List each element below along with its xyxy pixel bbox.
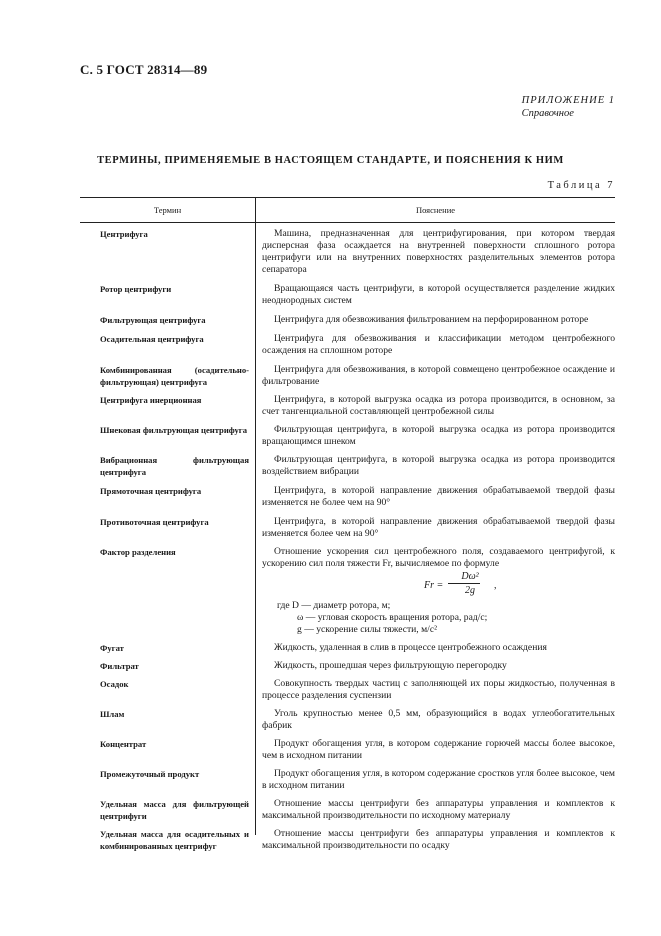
term-cell: Удельная масса для фильтрующей центрифуги xyxy=(100,799,249,821)
table-row xyxy=(80,394,615,418)
term-cell: Осадок xyxy=(100,679,129,689)
term-cell: Фильтрат xyxy=(100,661,139,671)
explanation-cell xyxy=(255,708,615,732)
table-row xyxy=(80,768,615,792)
explanation-text: Отношение ускорения сил центробежного поля, создаваемого центрифугой, к ускорению сил поля тяжести Fr, вычисляемое по формуле xyxy=(262,546,615,569)
appendix-note: Справочное xyxy=(521,108,574,119)
explanation-cell xyxy=(255,660,615,672)
explanation-text: Фильтрующая центрифуга, в которой выгрузка осадка из ротора производится воздействием вибрации xyxy=(262,454,615,477)
explanation-text: Отношение массы центрифуги без аппаратуры управления и комплектов к максимальной производительности по исходному материалу xyxy=(262,798,615,821)
table-row xyxy=(80,454,615,478)
explanation-text: Фильтрующая центрифуга, в которой выгрузка осадка из ротора производится вращающимся шнеком xyxy=(262,424,615,447)
table-row xyxy=(80,283,615,307)
explanation-text: Центрифуга, в которой выгрузка осадка из ротора производится, в основном, за счет тангенциальной составляющей центробежной силы xyxy=(262,394,615,417)
table-row xyxy=(80,485,615,509)
explanation-cell xyxy=(255,642,615,654)
term-cell: Ротор центрифуги xyxy=(100,284,172,294)
term-cell: Прямоточная центрифуга xyxy=(100,486,202,496)
explanation-cell xyxy=(255,485,615,509)
legend-line: где D — диаметр ротора, м; xyxy=(277,600,391,611)
explanation-text: Совокупность твердых частиц с заполняющей их поры жидкостью, полученная в процессе разделения суспензии xyxy=(262,678,615,701)
explanation-text: Центрифуга для обезвоживания и классификации методом центробежного осаждения на сплошном роторе xyxy=(262,333,615,356)
formula-denominator: 2g xyxy=(465,585,475,596)
formula-legend xyxy=(262,600,615,636)
explanation-cell xyxy=(255,516,615,540)
formula-fraction xyxy=(448,570,480,597)
term-cell: Вибрационная фильтрующая центрифуга xyxy=(100,455,249,477)
explanation-cell xyxy=(255,454,615,478)
explanation-cell xyxy=(255,228,615,276)
explanation-cell xyxy=(255,546,615,636)
explanation-cell xyxy=(255,678,615,702)
table-row xyxy=(80,660,615,672)
explanation-text: Продукт обогащения угля, в котором содержание горючей массы более высокое, чем в исходном питании xyxy=(262,738,615,761)
explanation-cell xyxy=(255,394,615,418)
table-header xyxy=(80,197,615,223)
term-cell: Фактор разделения xyxy=(100,547,176,557)
legend-line: g — ускорение силы тяжести, м/с² xyxy=(297,624,437,635)
formula-lhs: Fr = xyxy=(424,580,444,591)
explanation-cell xyxy=(255,424,615,448)
explanation-text: Продукт обогащения угля, в котором содержание сростков угля более высокое, чем в исходном питании xyxy=(262,768,615,791)
term-cell: Шлам xyxy=(100,709,125,719)
explanation-text: Вращающаяся часть центрифуги, в которой осуществляется разделение жидких неоднородных систем xyxy=(262,283,615,306)
table-body xyxy=(80,223,615,852)
explanation-cell xyxy=(255,364,615,388)
appendix-block xyxy=(522,94,615,120)
explanation-cell xyxy=(255,768,615,792)
explanation-cell xyxy=(255,314,615,326)
term-cell: Фильтрующая центрифуга xyxy=(100,315,206,325)
explanation-text: Центрифуга для обезвоживания фильтрованием на перфорированном роторе xyxy=(274,314,589,325)
explanation-text: Центрифуга для обезвоживания, в которой совмещено центробежное осаждение и фильтрование xyxy=(262,364,615,387)
term-cell: Противоточная центрифуга xyxy=(100,517,209,527)
document-title: ТЕРМИНЫ, ПРИМЕНЯЕМЫЕ В НАСТОЯЩЕМ СТАНДАРТЕ, И ПОЯСНЕНИЯ К НИМ xyxy=(97,155,564,166)
explanation-text: Отношение массы центрифуги без аппаратуры управления и комплектов к максимальной производительности по осадку xyxy=(262,828,615,851)
table-row xyxy=(80,364,615,388)
term-cell: Центрифуга xyxy=(100,229,148,239)
table-row xyxy=(80,828,615,852)
table-row xyxy=(80,314,615,326)
terms-table xyxy=(80,197,615,852)
explanation-text: Центрифуга, в которой направление движения обрабатываемой твердой фазы изменяется не более чем на 90° xyxy=(262,485,615,508)
term-cell: Шнековая фильтрующая центрифуга xyxy=(100,425,248,435)
table-label: Таблица 7 xyxy=(547,180,615,191)
table-row xyxy=(80,642,615,654)
term-cell: Концентрат xyxy=(100,739,147,749)
table-row xyxy=(80,516,615,540)
explanation-text: Жидкость, прошедшая через фильтрующую перегородку xyxy=(274,660,507,671)
explanation-text: Уголь крупностью менее 0,5 мм, образующийся в водах углеобогатительных фабрик xyxy=(262,708,615,731)
formula-tail: , xyxy=(494,580,497,591)
table-row xyxy=(80,738,615,762)
table-row xyxy=(80,798,615,822)
table-row xyxy=(80,546,615,636)
explanation-text: Машина, предназначенная для центрифугирования, при котором твердая дисперсная фаза осаждается на внутренней поверхности сплошного ротора центрифуги или на внутренних поверхностях разделительных элементов ротора сепаратора xyxy=(262,228,615,275)
table-row xyxy=(80,708,615,732)
term-cell: Комбинированная (осадительно-фильтрующая) центрифуга xyxy=(100,365,249,387)
legend-line: ω — угловая скорость вращения ротора, рад/с; xyxy=(297,612,488,623)
term-cell: Осадительная центрифуга xyxy=(100,334,204,344)
column-header-explanation: Пояснение xyxy=(415,205,456,215)
column-header-term: Термин xyxy=(80,198,256,222)
appendix-label: ПРИЛОЖЕНИЕ 1 xyxy=(521,95,615,106)
explanation-cell xyxy=(255,738,615,762)
table-row xyxy=(80,424,615,448)
explanation-cell xyxy=(255,283,615,307)
explanation-cell xyxy=(255,828,615,852)
formula-numerator: Dω² xyxy=(448,570,480,584)
separation-factor-formula xyxy=(412,570,615,600)
table-row xyxy=(80,228,615,276)
table-row xyxy=(80,333,615,357)
explanation-cell xyxy=(255,333,615,357)
explanation-cell xyxy=(255,798,615,822)
term-cell: Удельная масса для осадительных и комбинированных центрифуг xyxy=(100,829,249,851)
page-header: С. 5 ГОСТ 28314—89 xyxy=(80,62,208,77)
table-row xyxy=(80,678,615,702)
explanation-text: Жидкость, удаленная в слив в процессе центробежного осаждения xyxy=(274,642,547,653)
explanation-text: Центрифуга, в которой направление движения обрабатываемой твердой фазы изменяется более чем на 90° xyxy=(262,516,615,539)
term-cell: Промежуточный продукт xyxy=(100,769,200,779)
term-cell: Фугат xyxy=(100,643,124,653)
term-cell: Центрифуга инерционная xyxy=(100,395,202,405)
